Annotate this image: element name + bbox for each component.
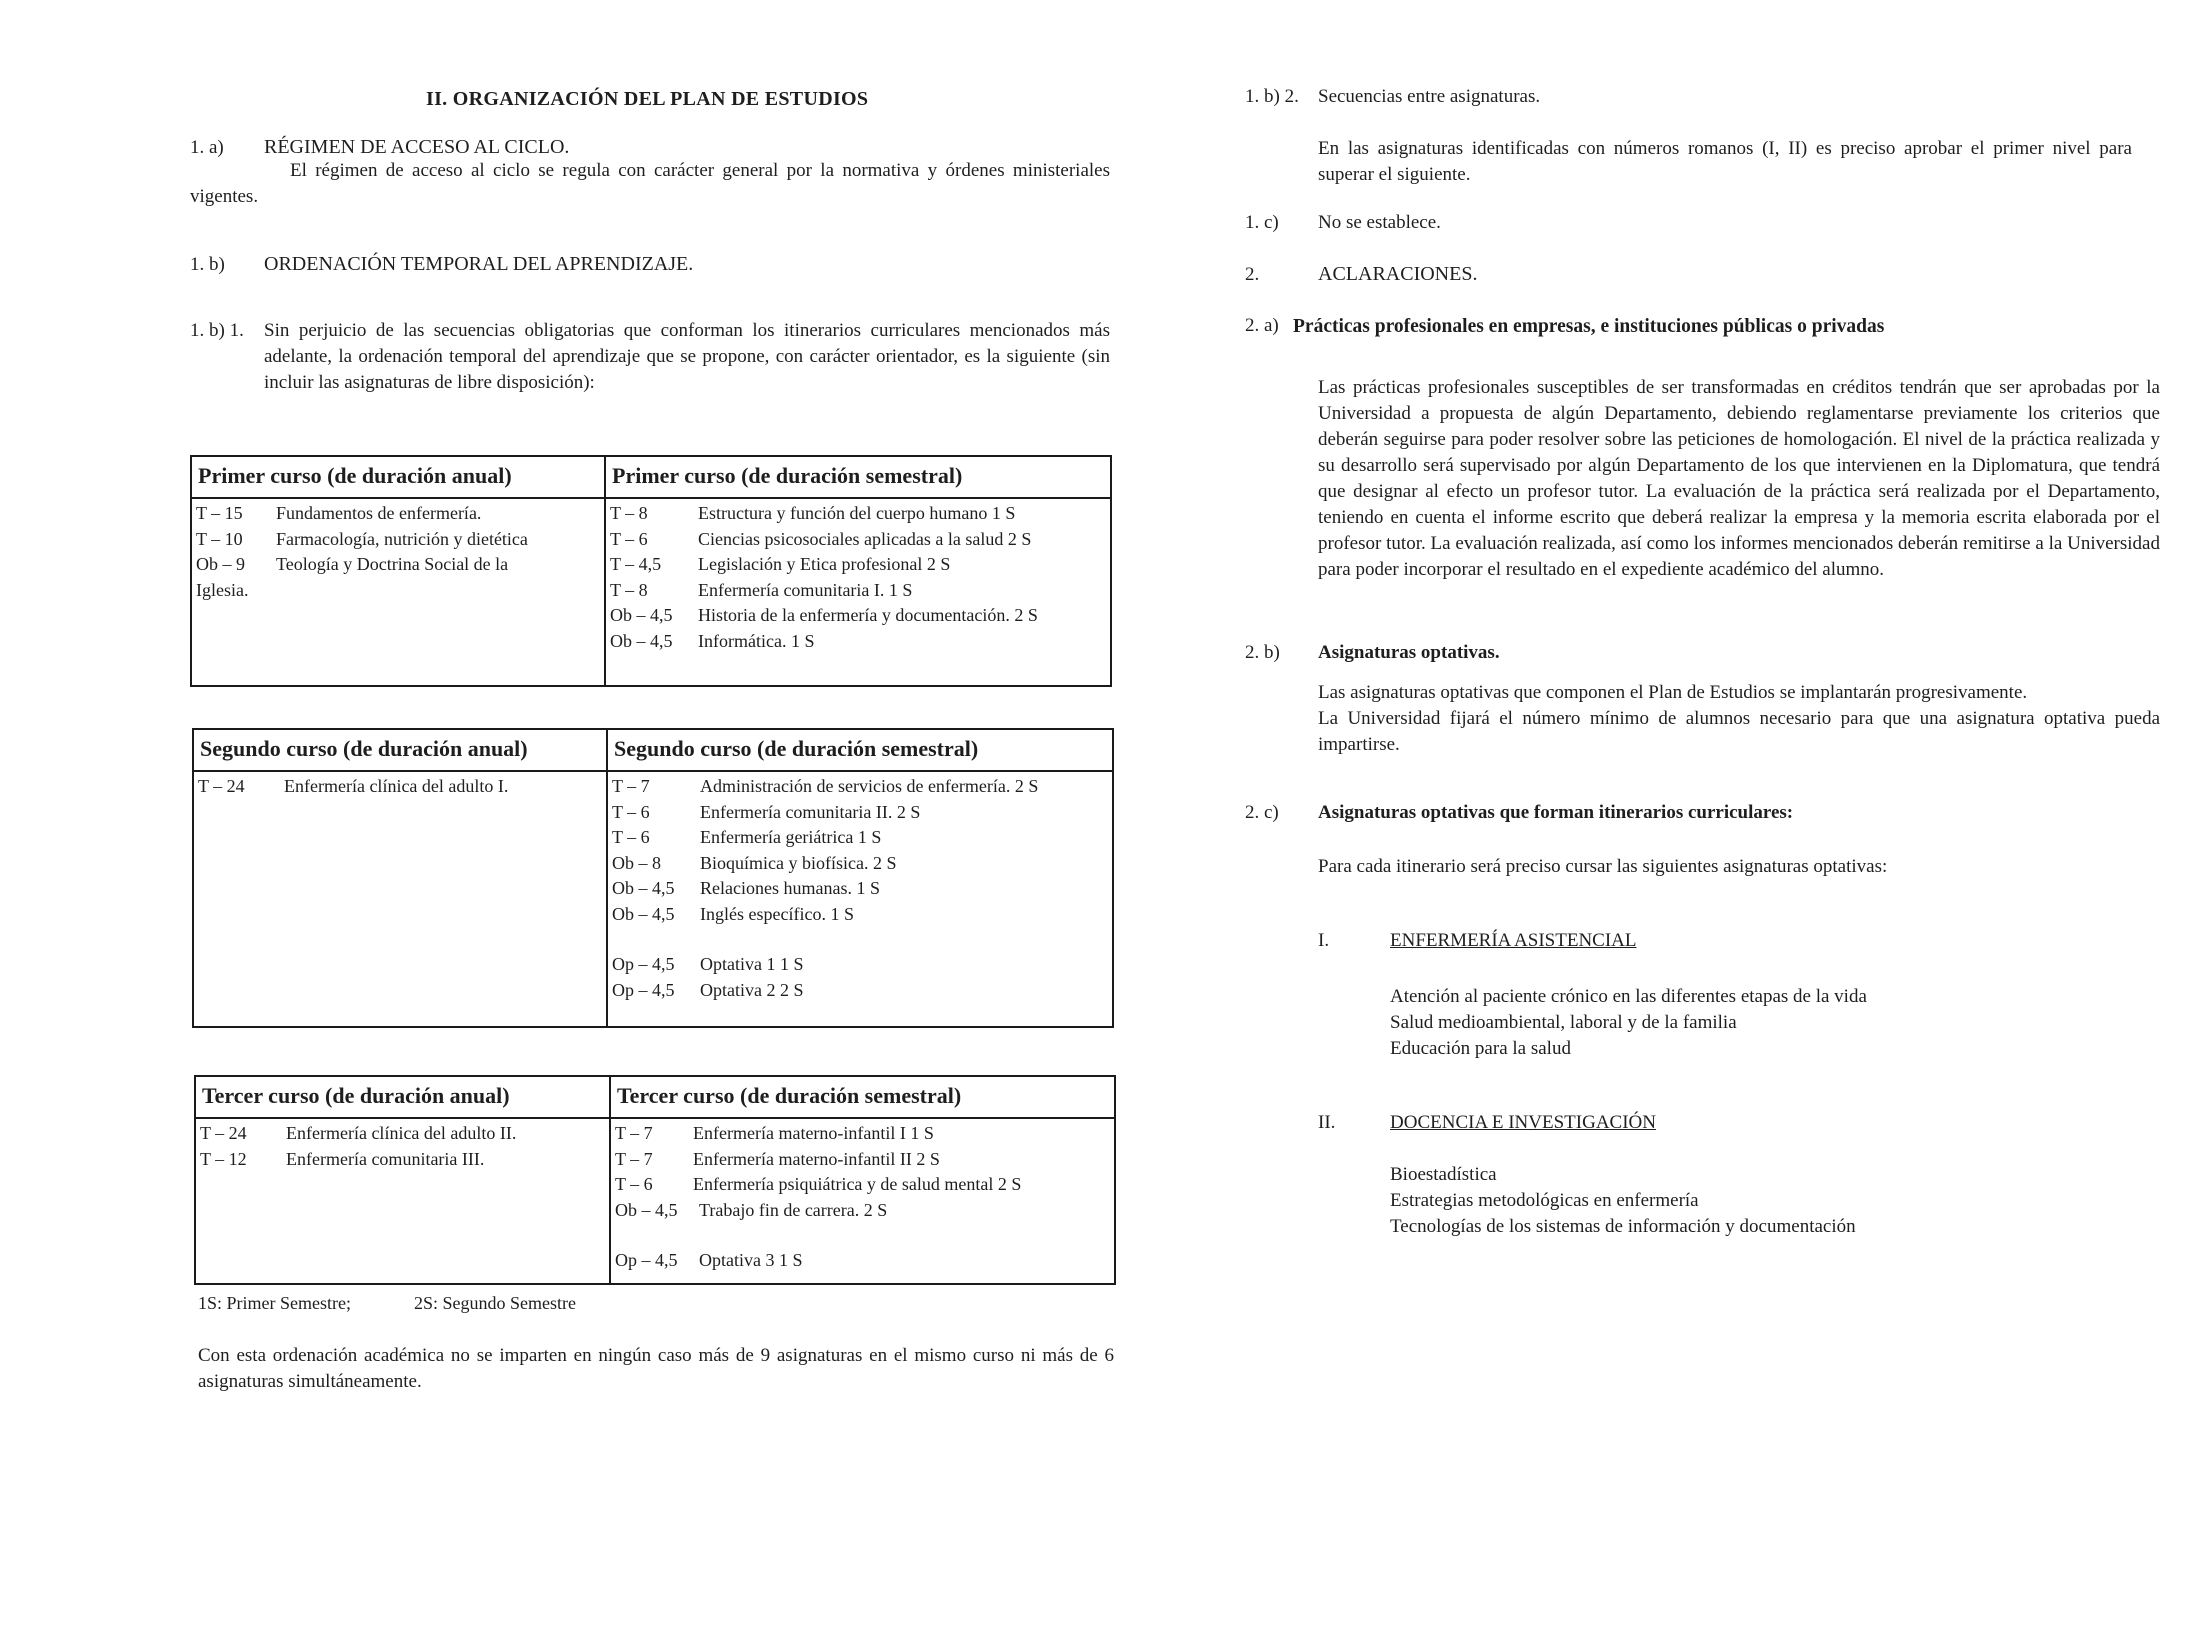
table-divider [604,457,606,685]
semester-header: Segundo curso (de duración semestral) [614,736,979,761]
list-item: Ob – 4,5 Inglés específico. 1 S [612,903,854,924]
section-2c-text: Para cada itinerario será preciso cursar las siguientes asignaturas optativas: [1318,856,1888,877]
annual-header: Tercer curso (de duración anual) [202,1083,510,1108]
annual-list [200,1121,600,1172]
section-2-heading: ACLARACIONES. [1318,263,1478,285]
section-1b2-label: 1. b) 2. [1245,86,1299,107]
section-1b2-text: En las asignaturas identificadas con números romanos (I, II) es preciso aprobar el primer nivel para superar el siguiente. [1318,138,2132,185]
table-divider [609,1077,611,1283]
list-item: T – 4,5 Legislación y Etica profesional 2 S [610,554,951,574]
section-1b1-label: 1. b) 1. [190,320,244,341]
list-item: Ob – 4,5 Historia de la enfermería y documentación. 2 S [610,605,1038,625]
section-1a-heading: RÉGIMEN DE ACCESO AL CICLO. [264,136,570,158]
annual-header: Primer curso (de duración anual) [198,463,512,488]
section-1a-label: 1. a) [190,137,224,158]
list-item: Ob – 4,5 Trabajo fin de carrera. 2 S [615,1199,888,1220]
list-item: Salud medioambiental, laboral y de la familia [1390,1012,1737,1033]
list-item: Estrategias metodológicas en enfermería [1390,1190,1699,1211]
section-2b-text-2: La Universidad fijará el número mínimo de alumnos necesario para que una asignatura optativa pueda impartirse. [1318,708,2160,755]
section-2a-heading: Prácticas profesionales en empresas, e instituciones públicas o privadas [1293,316,1885,337]
semester-list [612,774,1112,1003]
itinerary-2-number: II. [1318,1112,1336,1133]
section-2c-heading: Asignaturas optativas que forman itinerarios curriculares: [1318,802,1794,823]
third-year-table [194,1075,1116,1285]
list-item: T – 6 Ciencias psicosociales aplicadas a la salud 2 S [610,528,1032,549]
list-item: T – 6 Enfermería geriátrica 1 S [612,827,882,847]
itinerary-2-title: DOCENCIA E INVESTIGACIÓN [1390,1112,1656,1133]
section-2b-label: 2. b) [1245,642,1280,663]
list-item: Ob – 4,5 Informática. 1 S [610,630,815,651]
annual-list [198,774,598,800]
list-item: Bioestadística [1390,1164,1497,1185]
section-1a-text: El régimen de acceso al ciclo se regula con carácter general por la normativa y órdenes ministeriales vigentes. [190,160,1110,207]
page-title: II. ORGANIZACIÓN DEL PLAN DE ESTUDIOS [426,88,869,110]
list-item: T – 24 Enfermería clínica del adulto II. [200,1123,517,1143]
semester-list [610,501,1110,654]
section-2b-text-1: Las asignaturas optativas que componen el Plan de Estudios se implantarán progresivamente. [1318,682,2028,703]
list-item: T – 15 Fundamentos de enfermería. [196,503,482,523]
section-2a-label: 2. a) [1245,315,1279,336]
list-spacer [615,1223,1115,1248]
list-item: Ob – 9 Teología y Doctrina Social de la [196,554,509,574]
section-1b-heading: ORDENACIÓN TEMPORAL DEL APRENDIZAJE. [264,253,694,275]
list-item: Op – 4,5 Optativa 3 1 S [615,1250,803,1270]
semester-header: Tercer curso (de duración semestral) [617,1083,962,1108]
semester-header: Primer curso (de duración semestral) [612,463,963,488]
list-item: Ob – 8 Bioquímica y biofísica. 2 S [612,852,897,873]
list-item: Ob – 4,5 Relaciones humanas. 1 S [612,878,880,898]
list-item: Tecnologías de los sistemas de información y documentación [1390,1216,1856,1237]
list-item: T – 24 Enfermería clínica del adulto I. [198,776,509,796]
section-1b-label: 1. b) [190,254,225,275]
table-divider [606,730,608,1026]
itinerary-2-list [1390,1162,1856,1240]
closing-text: Con esta ordenación académica no se imparten en ningún caso más de 9 asignaturas en el mismo curso ni más de 6 asignaturas simultáneamente. [198,1345,1114,1392]
legend-second-semester: 2S: Segundo Semestre [414,1293,576,1313]
section-2c-label: 2. c) [1245,802,1279,823]
second-year-table [192,728,1114,1028]
list-item: T – 10 Farmacología, nutrición y dietética [196,528,528,549]
list-item: Op – 4,5 Optativa 2 2 S [612,979,804,1000]
list-item: T – 6 Enfermería comunitaria II. 2 S [612,801,921,822]
section-1c-text: No se establece. [1318,212,1441,233]
list-item: T – 8 Enfermería comunitaria I. 1 S [610,579,913,600]
list-item: T – 12 Enfermería comunitaria III. [200,1148,485,1169]
itinerary-1-title: ENFERMERÍA ASISTENCIAL [1390,930,1637,951]
section-1b2-heading: Secuencias entre asignaturas. [1318,86,1541,107]
semester-list [615,1121,1115,1274]
list-item: T – 8 Estructura y función del cuerpo humano 1 S [610,503,1016,523]
itinerary-1-list [1390,984,1867,1062]
legend-first-semester: 1S: Primer Semestre; [198,1293,351,1313]
first-year-table [190,455,1112,687]
list-item: T – 7 Enfermería materno-infantil II 2 S [615,1148,940,1169]
section-1b1-text: Sin perjuicio de las secuencias obligatorias que conforman los itinerarios curriculares mencionados más adelante, la ordenación temporal del aprendizaje que se propone, con carácter orientador, es la siguiente (sin incluir las asignaturas de libre disposición): [264,320,1110,393]
list-item: Educación para la salud [1390,1038,1571,1059]
list-item: T – 7 Administración de servicios de enfermería. 2 S [612,776,1039,796]
list-item: Atención al paciente crónico en las diferentes etapas de la vida [1390,986,1867,1007]
list-item: Op – 4,5 Optativa 1 1 S [612,954,804,974]
section-2-label: 2. [1245,264,1260,285]
section-2b-heading: Asignaturas optativas. [1318,642,1500,663]
section-1c-label: 1. c) [1245,212,1279,233]
list-item: T – 7 Enfermería materno-infantil I 1 S [615,1123,934,1143]
list-item: Iglesia. [196,579,249,600]
itinerary-1-number: I. [1318,930,1330,951]
list-spacer [612,927,1112,952]
section-2a-text: Las prácticas profesionales susceptibles de ser transformadas en créditos tendrán que ser aprobadas por la Universidad a propuesta de algún Departamento, debiendo reglamentarse previamente los criterios que deberán seguirse para poder resolver sobre las peticiones de homologación. El nivel de la práctica realizada y su desarrollo será supervisado por algún Departamento de los que intervienen en la Diplomatura, que tendrá que designar al efecto un profesor tutor. La evaluación de la práctica será realizada por el Departamento, teniendo en cuenta el informe escrito que deberá realizar la empresa y la memoria escrita elaborada por el profesor tutor. La evaluación realizada, así como los informes mencionados deberán remitirse a la Universidad para poder incorporar el resultado en el expediente académico del alumno. [1318,377,2160,580]
list-item: T – 6 Enfermería psiquiátrica y de salud mental 2 S [615,1174,1022,1194]
annual-list [196,501,596,603]
annual-header: Segundo curso (de duración anual) [200,736,528,761]
